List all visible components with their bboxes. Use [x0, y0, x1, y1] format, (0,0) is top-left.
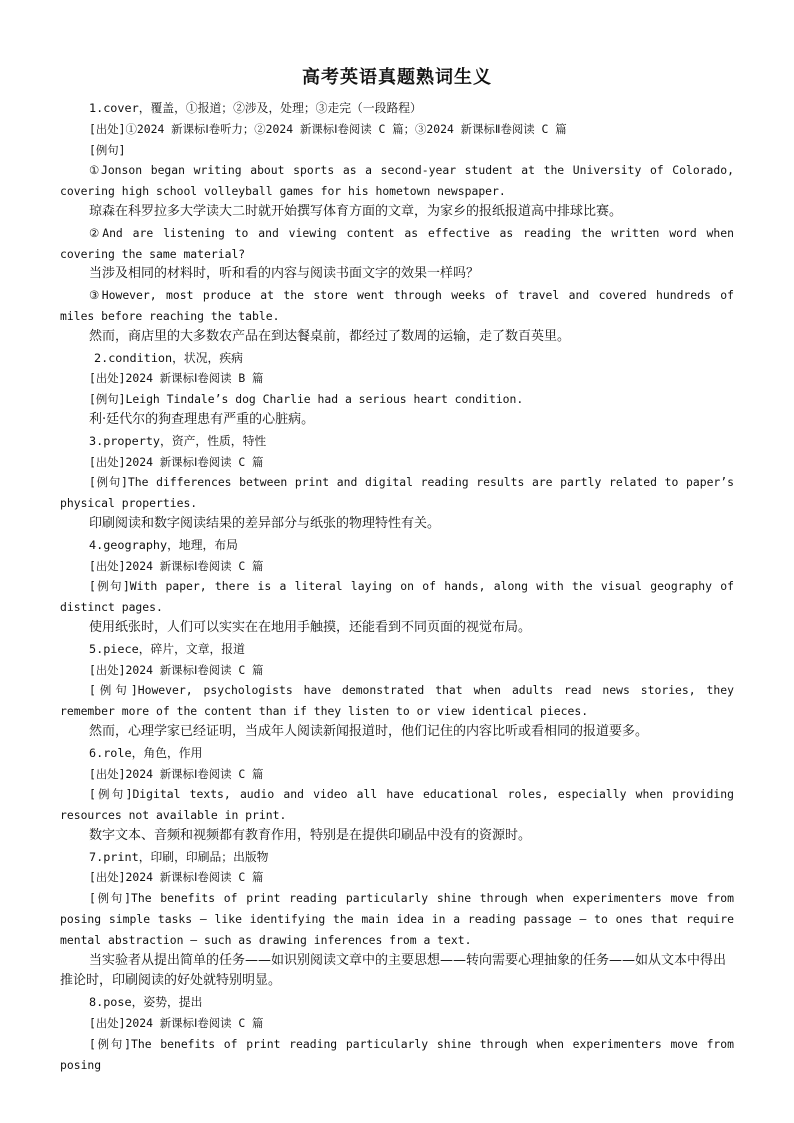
entry-source: [出处]2024 新课标Ⅰ卷阅读 C 篇 [89, 766, 264, 781]
entry-heading: 3.property，资产，性质，特性 [89, 433, 267, 448]
example-en: [例句]The benefits of print reading particularly shine through when experimenters move from posing simple tasks — like identifying the main idea in a reading passage — to ones that require mental abstraction — such as drawing inferences from a text. [60, 891, 734, 947]
example-cn: 然而，商店里的大多数农产品在到达餐桌前，都经过了数周的运输，走了数百英里。 [89, 328, 571, 344]
example-en: [例句]However, psychologists have demonstrated that when adults read news stories, they remember more of the content than if they listen to or view identical pieces. [60, 683, 734, 719]
example-cn: 数字文本、音频和视频都有教育作用，特别是在提供印刷品中没有的资源时。 [89, 827, 532, 843]
example-cn: 当涉及相同的材料时，听和看的内容与阅读书面文字的效果一样吗？ [89, 266, 480, 282]
example-cn: 当实验者从提出简单的任务——如识别阅读文章中的主要思想——转向需要心理抽象的任务——如从文本中得出推论时，印刷阅读的好处就特别明显。 [60, 952, 727, 989]
entry-source: [出处]2024 新课标Ⅰ卷阅读 C 篇 [89, 558, 264, 573]
example-cn: 然而，心理学家已经证明，当成年人阅读新闻报道时，他们记住的内容比听或看相同的报道要多。 [89, 723, 649, 739]
example-cn: 利·廷代尔的狗查理患有严重的心脏病。 [89, 411, 315, 427]
entry-source: [出处]2024 新课标Ⅰ卷阅读 C 篇 [89, 454, 264, 469]
entry-source: [出处]2024 新课标Ⅰ卷阅读 C 篇 [89, 1016, 264, 1031]
entry-cover [60, 98, 734, 348]
page-title: 高考英语真题熟词生义 [302, 67, 492, 88]
entry-source: [出处]2024 新课标Ⅰ卷阅读 C 篇 [89, 662, 264, 677]
entry-heading: 4.geography，地理，布局 [89, 537, 238, 552]
example-cn: 使用纸张时，人们可以实实在在地用手触摸，还能看到不同页面的视觉布局。 [89, 619, 532, 635]
example-en: [例句]The benefits of print reading particularly shine through when experimenters move from posing [60, 1036, 734, 1072]
entry-heading: 5.piece，碎片，文章，报道 [89, 641, 245, 656]
entry-heading: 1.cover，覆盖，①报道；②涉及，处理；③走完（一段路程） [89, 101, 422, 115]
entry-property [60, 431, 734, 535]
entry-heading: 7.print，印刷，印刷品；出版物 [89, 849, 269, 864]
example-label: [例句] [89, 142, 126, 157]
entry-geography [60, 535, 734, 639]
example-en: [例句]Leigh Tindale’s dog Charlie had a serious heart condition. [89, 392, 524, 407]
example-en: ②And are listening to and viewing content as effective as reading the written word when covering the same material? [60, 225, 734, 261]
entry-role [60, 743, 734, 847]
entry-source: [出处]①2024 新课标Ⅰ卷听力；②2024 新课标Ⅰ卷阅读 C 篇；③2024 新课标Ⅱ卷阅读 C 篇 [89, 121, 567, 136]
example-en: [例句]Digital texts, audio and video all have educational roles, especially when providing resources not available in print. [60, 787, 734, 823]
entry-source: [出处]2024 新课标Ⅰ卷阅读 B 篇 [89, 371, 264, 386]
example-en: [例句]The differences between print and digital reading results are partly related to paper’s physical properties. [60, 475, 734, 511]
entry-piece [60, 639, 734, 743]
entry-heading: 2.condition，状况，疾病 [94, 350, 243, 365]
entry-condition [60, 348, 734, 431]
entry-print [60, 847, 734, 993]
entry-heading: 6.role，角色，作用 [89, 745, 203, 760]
example-cn: 琼森在科罗拉多大学读大二时就开始撰写体育方面的文章，为家乡的报纸报道高中排球比赛。 [89, 203, 623, 219]
entry-source: [出处]2024 新课标Ⅰ卷阅读 C 篇 [89, 870, 264, 885]
example-cn: 印刷阅读和数字阅读结果的差异部分与纸张的物理特性有关。 [89, 515, 441, 531]
entry-heading: 8.pose，姿势，提出 [89, 995, 203, 1010]
example-en: ③However, most produce at the store went through weeks of travel and covered hundreds of miles before reaching the table. [60, 288, 734, 323]
entry-pose [60, 992, 734, 1075]
example-en: [例句]With paper, there is a literal laying on of hands, along with the visual geography of distinct pages. [60, 579, 734, 615]
example-en: ①Jonson began writing about sports as a second-year student at the University of Colorado, covering high school volleyball games for his hometown newspaper. [60, 163, 734, 199]
